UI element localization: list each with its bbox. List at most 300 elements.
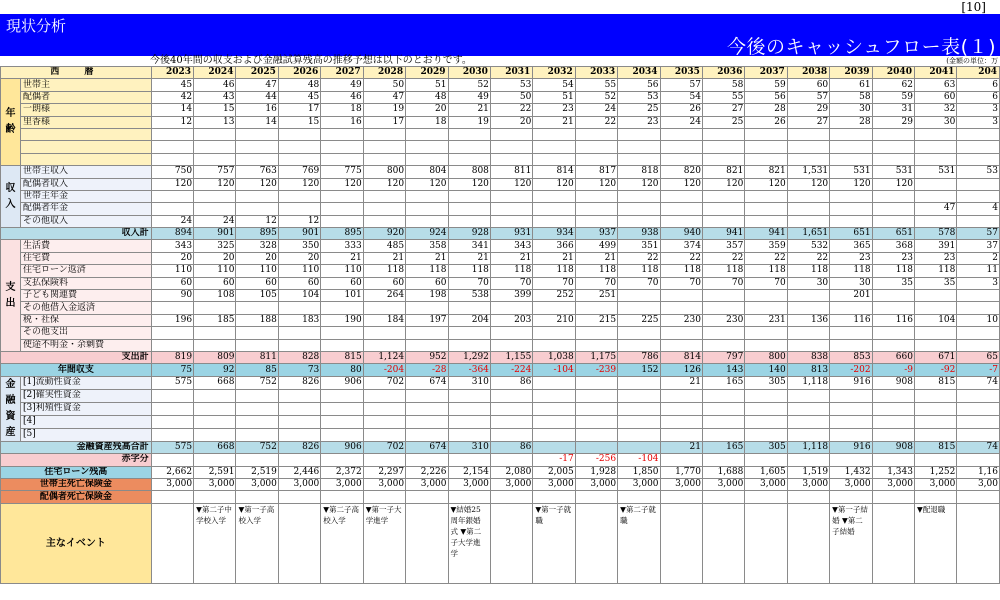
spouse-death-insurance-cell [194,491,236,503]
age_rows-cell [872,141,914,153]
deficit-cell [872,454,914,466]
finance_rows-cell [830,415,872,428]
expense_rows-cell: 343 [490,240,532,252]
events-label: 主なイベント [1,503,152,583]
finance_rows-cell [151,389,193,402]
expense_rows-cell [533,327,575,339]
expense_rows-cell: 328 [236,240,278,252]
age_rows-cell [618,128,660,140]
expense_rows-row [1,265,1000,277]
expense_rows-row [1,252,1000,264]
finance-total-cell: 305 [745,441,787,453]
deficit-cell [702,454,744,466]
finance-total-cell: 815 [914,441,956,453]
income_rows-cell: 531 [914,166,956,178]
income-total-cell: 1,651 [787,228,829,240]
expense_rows-cell [957,290,1000,302]
expense_rows-cell [787,302,829,314]
income_rows-cell [321,203,363,215]
age_rows-cell [914,141,956,153]
expense_rows-cell: 204 [448,314,490,326]
income_rows-cell [660,190,702,202]
income_rows-cell [914,178,956,190]
age_rows-cell [194,153,236,165]
age_rows-cell [363,153,405,165]
age_rows-cell [872,153,914,165]
annual-balance-cell: -92 [914,364,956,376]
expense_rows-cell [660,327,702,339]
expense_rows-cell: 110 [236,265,278,277]
income_rows-cell: 120 [702,178,744,190]
income_rows-label: その他収入 [20,215,151,227]
expense_rows-cell [151,327,193,339]
finance_rows-cell: 668 [194,376,236,389]
age_rows-cell: 16 [236,104,278,116]
expense_rows-cell: 23 [872,252,914,264]
expense_rows-cell [830,339,872,351]
event-cell [278,503,320,583]
income_rows-cell: 818 [618,166,660,178]
income_rows-cell: 53 [957,166,1000,178]
age_rows-label [20,128,151,140]
sheet-title: 今後のキャッシュフロー表(１) [727,36,996,58]
expense-total-cell: 838 [787,351,829,363]
finance_rows-cell: 1,118 [787,376,829,389]
age_rows-cell: 17 [363,116,405,128]
finance_rows-cell [787,415,829,428]
expense_rows-cell: 118 [533,265,575,277]
age_rows-cell [702,128,744,140]
age_rows-cell: 30 [830,104,872,116]
income_rows-cell [490,215,532,227]
age_rows-cell: 22 [490,104,532,116]
income-total-cell: 920 [363,228,405,240]
expense_rows-cell [787,327,829,339]
head-death-insurance-cell: 3,000 [660,478,702,490]
expense_rows-cell: 21 [575,252,617,264]
expense_rows-cell: 104 [914,314,956,326]
event-cell [957,503,1000,583]
expense_rows-cell: 20 [194,252,236,264]
head-death-insurance-cell: 3,000 [914,478,956,490]
finance_rows-label: [1]流動性資金 [20,376,151,389]
annual-balance-cell: 140 [745,364,787,376]
expense_rows-cell: 196 [151,314,193,326]
expense_rows-cell [533,339,575,351]
year-cell: 2037 [745,67,787,79]
expense_rows-cell: 118 [490,265,532,277]
age_rows-cell: 51 [406,79,448,91]
expense_rows-cell: 197 [406,314,448,326]
finance_rows-label: [5] [20,428,151,441]
expense_rows-cell: 538 [448,290,490,302]
age_rows-cell: 45 [278,91,320,103]
income_rows-cell [448,215,490,227]
income-total-cell: 57 [957,228,1000,240]
spouse-death-insurance [1,491,1000,503]
expense_rows-cell: 35 [914,277,956,289]
income_rows-cell: 12 [236,215,278,227]
finance_rows-cell [151,428,193,441]
spouse-death-insurance-cell [957,491,1000,503]
year-cell: 2025 [236,67,278,79]
age_rows-cell: 26 [660,104,702,116]
expense_rows-cell [194,302,236,314]
age_rows-cell [660,141,702,153]
spouse-death-insurance-cell [575,491,617,503]
income_rows-cell: 811 [490,166,532,178]
age_rows-cell: 53 [490,79,532,91]
age_rows-label: 配偶者 [20,91,151,103]
spouse-death-insurance-cell [702,491,744,503]
age_rows-cell [236,153,278,165]
expense_rows-cell [406,302,448,314]
year-cell: 2034 [618,67,660,79]
expense_rows-cell: 118 [745,265,787,277]
expense-total-cell: 819 [151,351,193,363]
income_rows-cell [745,190,787,202]
head-death-insurance-cell: 3,000 [194,478,236,490]
finance-total-cell: 668 [194,441,236,453]
finance_rows-cell [490,428,532,441]
loan-balance-cell: 1,688 [702,466,744,478]
annual-balance-cell: -364 [448,364,490,376]
expense_rows-cell [914,339,956,351]
age_rows-cell: 6 [957,79,1000,91]
expense_rows-cell [618,302,660,314]
income_rows-cell [448,190,490,202]
spouse-death-insurance-cell [914,491,956,503]
age_rows-cell [745,153,787,165]
income_rows-cell [575,190,617,202]
annual-balance-cell: -104 [533,364,575,376]
income_rows-label: 配偶者年金 [20,203,151,215]
age_rows-row [1,116,1000,128]
expense_rows-cell [448,327,490,339]
expense_rows-cell: 190 [321,314,363,326]
age_rows-cell [363,128,405,140]
expense_rows-cell: 60 [278,277,320,289]
income-total-cell: 651 [872,228,914,240]
age_rows-cell [872,128,914,140]
expense_rows-cell: 252 [533,290,575,302]
spouse-death-insurance-cell [830,491,872,503]
age_rows-cell [787,141,829,153]
age_rows-row [1,91,1000,103]
age_rows-cell: 29 [787,104,829,116]
finance_rows-cell [787,428,829,441]
finance_rows-cell [151,402,193,415]
expense_rows-cell [363,339,405,351]
age_rows-cell [448,128,490,140]
finance_rows-row [1,376,1000,389]
income_rows-cell: 120 [660,178,702,190]
expense_rows-cell: 20 [236,252,278,264]
expense_rows-label: 使途不明金・余剰費 [20,339,151,351]
spouse-death-insurance-cell [321,491,363,503]
finance-total-cell: 908 [872,441,914,453]
age_rows-cell: 56 [618,79,660,91]
income_rows-cell [745,203,787,215]
age_rows-row [1,153,1000,165]
finance_rows-cell [745,428,787,441]
finance-total-label: 金融資産残高合計 [1,441,152,453]
finance_rows-cell [660,402,702,415]
expense_rows-cell [236,339,278,351]
finance-total-cell [575,441,617,453]
expense_rows-cell: 116 [872,314,914,326]
expense_rows-label: 住宅ローン返済 [20,265,151,277]
finance_rows-cell [830,428,872,441]
expense_rows-cell: 357 [702,240,744,252]
age_rows-cell: 56 [745,91,787,103]
age_rows-cell: 14 [236,116,278,128]
income-total-cell: 924 [406,228,448,240]
event-cell: ▼第一子就職 [533,503,575,583]
head-death-insurance-cell: 3,000 [448,478,490,490]
loan-balance-cell: 2,297 [363,466,405,478]
age_rows-cell [787,128,829,140]
expense_rows-cell [278,339,320,351]
income_rows-row [1,178,1000,190]
income_rows-cell [872,215,914,227]
loan-balance-cell: 1,16 [957,466,1000,478]
year-cell: 2031 [490,67,532,79]
expense-group-label: 支 出 [1,240,21,352]
head-death-insurance-cell: 3,000 [278,478,320,490]
age_rows-cell: 52 [448,79,490,91]
expense_rows-cell: 30 [787,277,829,289]
finance_rows-cell: 74 [957,376,1000,389]
income_rows-row [1,203,1000,215]
expense_rows-cell: 343 [151,240,193,252]
finance_rows-cell [490,415,532,428]
finance_rows-row [1,428,1000,441]
income_rows-cell [406,203,448,215]
head-death-insurance-cell: 3,000 [363,478,405,490]
expense_rows-row [1,327,1000,339]
loan-balance-cell: 2,154 [448,466,490,478]
event-cell: ▼第一子大学進学 [363,503,405,583]
income_rows-cell: 120 [745,178,787,190]
income_rows-cell: 531 [872,166,914,178]
income_rows-label: 配偶者収入 [20,178,151,190]
expense_rows-cell: 118 [702,265,744,277]
expense_rows-cell [702,290,744,302]
income_rows-cell: 120 [830,178,872,190]
age_rows-cell: 54 [660,91,702,103]
finance_rows-cell [618,402,660,415]
loan-balance-cell: 1,770 [660,466,702,478]
head-death-insurance-cell: 3,00 [957,478,1000,490]
year-cell: 2040 [872,67,914,79]
income_rows-cell: 120 [363,178,405,190]
expense_rows-cell [957,339,1000,351]
expense_rows-cell: 60 [406,277,448,289]
finance_rows-cell [872,415,914,428]
annual-balance-cell: -7 [957,364,1000,376]
expense_rows-cell: 118 [448,265,490,277]
income_rows-cell [363,190,405,202]
income_rows-cell: 804 [406,166,448,178]
annual-balance-cell: -28 [406,364,448,376]
age_rows-cell: 15 [194,104,236,116]
income_rows-cell [236,190,278,202]
age_rows-cell: 43 [194,91,236,103]
year-cell: 2039 [830,67,872,79]
expense_rows-cell [278,302,320,314]
age_rows-cell: 15 [278,116,320,128]
income_rows-cell: 769 [278,166,320,178]
age_rows-cell: 19 [448,116,490,128]
year-cell: 2036 [702,67,744,79]
income_rows-cell [151,203,193,215]
age_rows-cell: 31 [872,104,914,116]
expense_rows-cell: 198 [406,290,448,302]
age_rows-cell [194,128,236,140]
expense_rows-cell: 368 [872,240,914,252]
expense_rows-cell: 110 [278,265,320,277]
age_rows-cell: 27 [702,104,744,116]
age_rows-cell: 57 [787,91,829,103]
income_rows-cell: 120 [575,178,617,190]
age_rows-cell: 52 [575,91,617,103]
expense_rows-cell: 184 [363,314,405,326]
expense_rows-cell [745,290,787,302]
finance_rows-cell: 916 [830,376,872,389]
annual-balance-cell: 143 [702,364,744,376]
year-cell: 2038 [787,67,829,79]
income_rows-cell: 814 [533,166,575,178]
finance_rows-cell [957,402,1000,415]
age_rows-cell [490,153,532,165]
finance-total-cell: 916 [830,441,872,453]
spouse-death-insurance-cell [278,491,320,503]
age_rows-cell [151,141,193,153]
finance_rows-cell: 815 [914,376,956,389]
finance_rows-cell [533,389,575,402]
expense_rows-cell: 90 [151,290,193,302]
expense_rows-cell: 60 [151,277,193,289]
expense_rows-cell [363,327,405,339]
age_rows-cell: 20 [406,104,448,116]
expense-total-cell: 1,124 [363,351,405,363]
age_rows-cell [278,128,320,140]
year-cell: 2033 [575,67,617,79]
expense_rows-cell: 391 [914,240,956,252]
expense_rows-cell [914,327,956,339]
head-death-insurance-cell: 3,000 [618,478,660,490]
expense_rows-cell: 3 [957,277,1000,289]
income_rows-cell [490,190,532,202]
expense_rows-cell: 60 [194,277,236,289]
age_rows-cell: 3 [957,104,1000,116]
expense_rows-cell: 118 [914,265,956,277]
income_rows-cell [914,215,956,227]
expense_rows-cell: 225 [618,314,660,326]
expense_rows-cell: 21 [533,252,575,264]
expense_rows-cell [914,302,956,314]
deficit-cell [194,454,236,466]
age_rows-cell: 18 [406,116,448,128]
income_rows-cell: 120 [406,178,448,190]
expense-total-cell: 811 [236,351,278,363]
head-death-insurance-cell: 3,000 [830,478,872,490]
finance-total-cell: 674 [406,441,448,453]
income_rows-cell: 120 [787,178,829,190]
income_rows-cell: 4 [957,203,1000,215]
finance-total-cell [533,441,575,453]
finance_rows-cell [363,389,405,402]
age_rows-cell: 27 [787,116,829,128]
annual-balance-cell: 85 [236,364,278,376]
deficit-cell [236,454,278,466]
income_rows-cell: 47 [914,203,956,215]
annual-balance [1,364,1000,376]
income-total-cell: 901 [194,228,236,240]
age_rows-cell [406,141,448,153]
age_rows-cell: 62 [872,79,914,91]
expense_rows-cell [957,302,1000,314]
event-cell: ▼第二子高校入学 [321,503,363,583]
annual-balance-cell: -239 [575,364,617,376]
income-total-cell: 941 [745,228,787,240]
income_rows-cell [957,215,1000,227]
annual-balance-cell: -202 [830,364,872,376]
age_rows-cell: 25 [618,104,660,116]
age_rows-cell: 48 [278,79,320,91]
expense_rows-cell: 203 [490,314,532,326]
expense_rows-cell: 118 [363,265,405,277]
expense-total-cell: 814 [660,351,702,363]
income_rows-cell: 120 [618,178,660,190]
expense_rows-cell [957,327,1000,339]
loan-balance-cell: 2,446 [278,466,320,478]
income_rows-cell [830,190,872,202]
event-cell [745,503,787,583]
income_rows-cell [618,190,660,202]
expense_rows-cell: 365 [830,240,872,252]
deficit-cell [448,454,490,466]
finance_rows-cell [957,415,1000,428]
finance_rows-cell [787,389,829,402]
head-death-insurance-cell: 3,000 [702,478,744,490]
annual-balance-cell: 813 [787,364,829,376]
spouse-death-insurance-cell [660,491,702,503]
expense_rows-cell: 21 [406,252,448,264]
income_rows-cell: 12 [278,215,320,227]
spouse-death-insurance-cell [406,491,448,503]
income_rows-cell [702,190,744,202]
age_rows-cell: 30 [914,116,956,128]
finance_rows-cell [194,428,236,441]
spouse-death-insurance-cell [533,491,575,503]
expense_rows-cell: 2 [957,252,1000,264]
age_rows-cell: 50 [363,79,405,91]
year-header-row [1,67,1000,79]
age_rows-row [1,128,1000,140]
finance_rows-cell [236,415,278,428]
income_rows-row [1,166,1000,178]
finance-total-cell: 165 [702,441,744,453]
deficit-cell: -17 [533,454,575,466]
loan-balance-cell: 1,343 [872,466,914,478]
spouse-death-insurance-cell [363,491,405,503]
income_rows-cell [787,190,829,202]
age_rows-cell [278,153,320,165]
expense_rows-cell [618,327,660,339]
age_rows-row [1,104,1000,116]
